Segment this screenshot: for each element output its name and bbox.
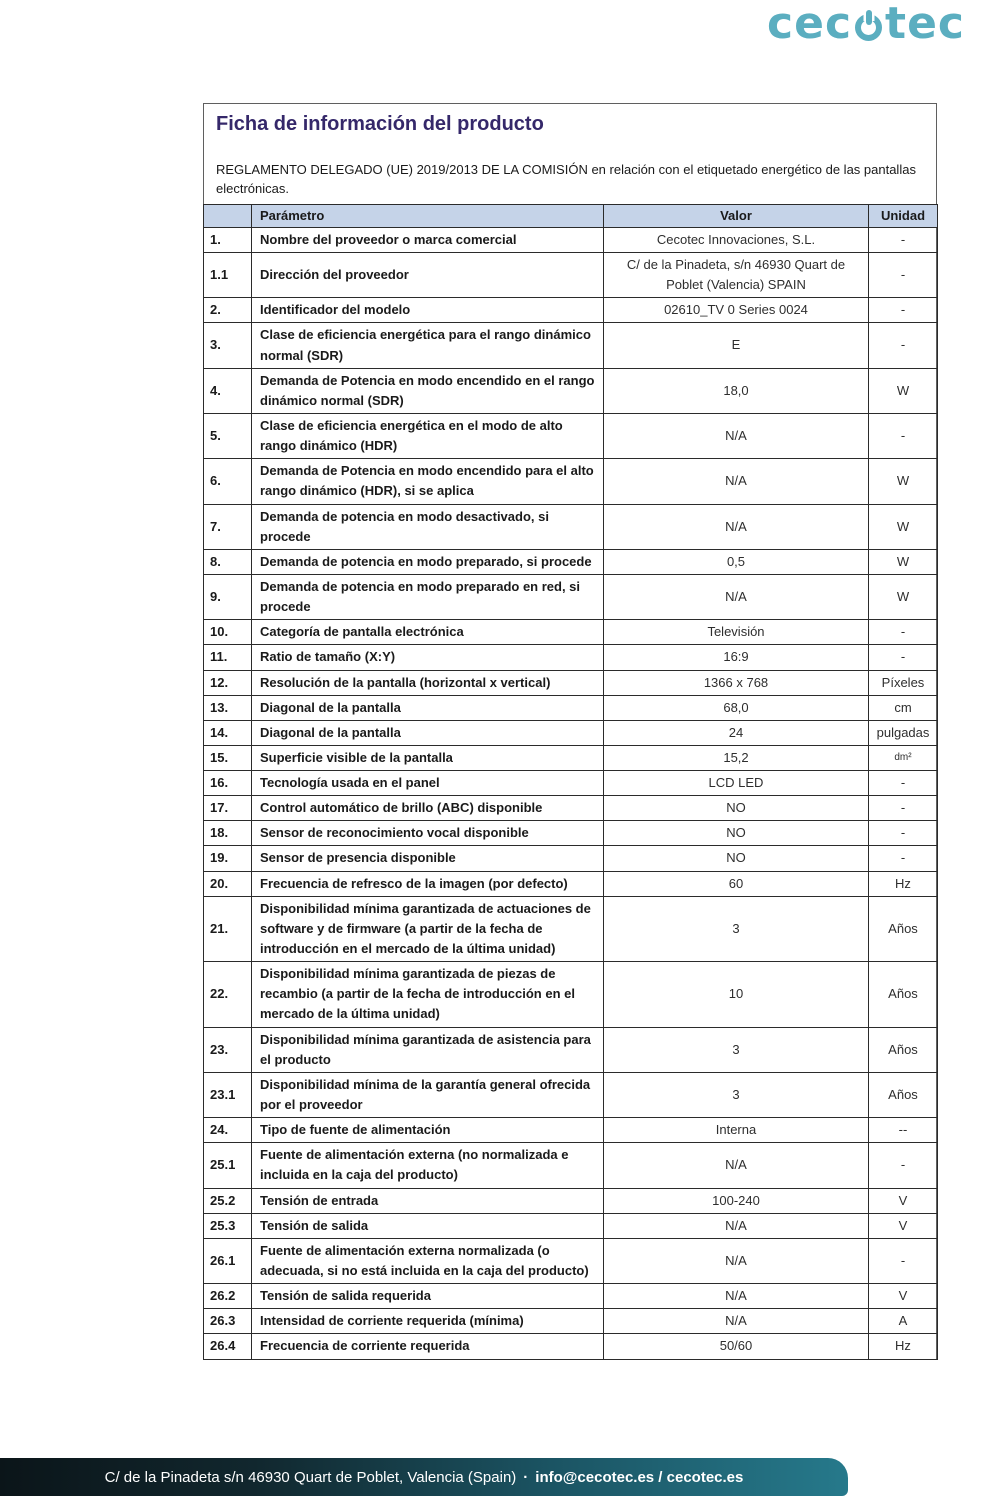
header-unidad: Unidad <box>869 204 938 227</box>
row-value: N/A <box>604 413 869 458</box>
table-row <box>204 1072 938 1117</box>
row-value: Interna <box>604 1118 869 1143</box>
row-number: 23. <box>204 1027 252 1072</box>
row-unit: V <box>869 1284 938 1309</box>
table-row <box>204 1309 938 1334</box>
row-value: 50/60 <box>604 1334 869 1359</box>
row-parameter: Disponibilidad mínima garantizada de actuaciones de software y de firmware (a partir de la fecha de introducción en el mercado de la última unidad) <box>252 896 604 961</box>
table-row <box>204 413 938 458</box>
table-row <box>204 227 938 252</box>
row-parameter: Clase de eficiencia energética en el modo de alto rango dinámico (HDR) <box>252 413 604 458</box>
row-number: 3. <box>204 323 252 368</box>
row-value: NO <box>604 846 869 871</box>
row-value: N/A <box>604 1213 869 1238</box>
table-row <box>204 1334 938 1359</box>
row-value: 10 <box>604 962 869 1027</box>
table-row <box>204 645 938 670</box>
logo-text-right: tec <box>885 0 965 49</box>
row-value: LCD LED <box>604 771 869 796</box>
row-unit: - <box>869 227 938 252</box>
row-value: NO <box>604 821 869 846</box>
row-unit: Años <box>869 962 938 1027</box>
row-unit: Píxeles <box>869 670 938 695</box>
row-unit: - <box>869 1238 938 1283</box>
table-row <box>204 574 938 619</box>
row-number: 1. <box>204 227 252 252</box>
table-row <box>204 1027 938 1072</box>
row-unit: - <box>869 771 938 796</box>
row-value: 15,2 <box>604 745 869 770</box>
footer-separator: · <box>523 1468 529 1486</box>
row-number: 21. <box>204 896 252 961</box>
row-unit: - <box>869 620 938 645</box>
table-row <box>204 821 938 846</box>
regulation-subtitle: REGLAMENTO DELEGADO (UE) 2019/2013 DE LA COMISIÓN en relación con el etiquetado energético de las pantallas electrónicas. <box>216 162 916 196</box>
row-value: 18,0 <box>604 368 869 413</box>
table-row <box>204 252 938 297</box>
row-number: 5. <box>204 413 252 458</box>
row-number: 24. <box>204 1118 252 1143</box>
table-row <box>204 896 938 961</box>
header-parametro: Parámetro <box>252 204 604 227</box>
row-value: 3 <box>604 896 869 961</box>
table-row <box>204 504 938 549</box>
row-parameter: Clase de eficiencia energética para el rango dinámico normal (SDR) <box>252 323 604 368</box>
row-parameter: Demanda de potencia en modo preparado, si procede <box>252 549 604 574</box>
row-unit: Hz <box>869 871 938 896</box>
row-parameter: Resolución de la pantalla (horizontal x vertical) <box>252 670 604 695</box>
logo-text-left: cec <box>767 0 853 49</box>
row-unit: Años <box>869 1027 938 1072</box>
table-row <box>204 1188 938 1213</box>
row-number: 16. <box>204 771 252 796</box>
row-parameter: Tensión de salida requerida <box>252 1284 604 1309</box>
row-parameter: Demanda de Potencia en modo encendido para el alto rango dinámico (HDR), si se aplica <box>252 459 604 504</box>
table-row <box>204 846 938 871</box>
table-header-row <box>204 204 938 227</box>
row-number: 18. <box>204 821 252 846</box>
row-value: 3 <box>604 1027 869 1072</box>
table-body <box>204 227 938 1359</box>
row-value: 60 <box>604 871 869 896</box>
row-unit: Años <box>869 1072 938 1117</box>
row-unit: - <box>869 298 938 323</box>
row-number: 20. <box>204 871 252 896</box>
row-number: 25.2 <box>204 1188 252 1213</box>
footer-contact: info@cecotec.es / cecotec.es <box>535 1468 744 1486</box>
row-parameter: Control automático de brillo (ABC) disponible <box>252 796 604 821</box>
row-number: 17. <box>204 796 252 821</box>
row-parameter: Tensión de salida <box>252 1213 604 1238</box>
table-row <box>204 871 938 896</box>
row-parameter: Tecnología usada en el panel <box>252 771 604 796</box>
row-unit: W <box>869 459 938 504</box>
row-value: N/A <box>604 459 869 504</box>
row-parameter: Demanda de Potencia en modo encendido en el rango dinámico normal (SDR) <box>252 368 604 413</box>
row-parameter: Sensor de presencia disponible <box>252 846 604 871</box>
row-unit: - <box>869 323 938 368</box>
row-value: C/ de la Pinadeta, s/n 46930 Quart de Poblet (Valencia) SPAIN <box>604 252 869 297</box>
row-unit: W <box>869 549 938 574</box>
row-parameter: Categoría de pantalla electrónica <box>252 620 604 645</box>
table-row <box>204 1213 938 1238</box>
row-parameter: Diagonal de la pantalla <box>252 720 604 745</box>
row-value: 02610_TV 0 Series 0024 <box>604 298 869 323</box>
row-number: 9. <box>204 574 252 619</box>
row-unit: A <box>869 1309 938 1334</box>
row-parameter: Sensor de reconocimiento vocal disponible <box>252 821 604 846</box>
row-parameter: Disponibilidad mínima garantizada de piezas de recambio (a partir de la fecha de introducción en el mercado de la última unidad) <box>252 962 604 1027</box>
table-row <box>204 771 938 796</box>
row-unit: pulgadas <box>869 720 938 745</box>
row-parameter: Intensidad de corriente requerida (mínima) <box>252 1309 604 1334</box>
product-parameters-table <box>203 204 938 1360</box>
table-row <box>204 962 938 1027</box>
row-number: 19. <box>204 846 252 871</box>
table-row <box>204 1143 938 1188</box>
header-valor: Valor <box>604 204 869 227</box>
row-number: 1.1 <box>204 252 252 297</box>
row-unit: V <box>869 1188 938 1213</box>
row-value: Cecotec Innovaciones, S.L. <box>604 227 869 252</box>
row-value: E <box>604 323 869 368</box>
row-parameter: Tipo de fuente de alimentación <box>252 1118 604 1143</box>
table-row <box>204 720 938 745</box>
row-parameter: Fuente de alimentación externa (no normalizada e incluida en la caja del producto) <box>252 1143 604 1188</box>
row-parameter: Demanda de potencia en modo desactivado, si procede <box>252 504 604 549</box>
row-unit: -- <box>869 1118 938 1143</box>
table-row <box>204 670 938 695</box>
row-number: 6. <box>204 459 252 504</box>
row-number: 2. <box>204 298 252 323</box>
row-value: Televisión <box>604 620 869 645</box>
row-number: 26.4 <box>204 1334 252 1359</box>
row-number: 26.2 <box>204 1284 252 1309</box>
row-number: 26.1 <box>204 1238 252 1283</box>
table-row <box>204 368 938 413</box>
row-value: N/A <box>604 1284 869 1309</box>
row-value: 16:9 <box>604 645 869 670</box>
row-parameter: Demanda de potencia en modo preparado en red, si procede <box>252 574 604 619</box>
row-number: 4. <box>204 368 252 413</box>
table-row <box>204 745 938 770</box>
row-parameter: Identificador del modelo <box>252 298 604 323</box>
row-unit: - <box>869 252 938 297</box>
cecotec-logo <box>767 0 965 48</box>
row-unit: W <box>869 574 938 619</box>
row-number: 12. <box>204 670 252 695</box>
row-parameter: Tensión de entrada <box>252 1188 604 1213</box>
row-parameter: Nombre del proveedor o marca comercial <box>252 227 604 252</box>
row-number: 15. <box>204 745 252 770</box>
table-row <box>204 796 938 821</box>
row-unit: V <box>869 1213 938 1238</box>
row-unit: - <box>869 796 938 821</box>
table-row <box>204 695 938 720</box>
row-unit: W <box>869 368 938 413</box>
row-unit: - <box>869 413 938 458</box>
row-value: N/A <box>604 1238 869 1283</box>
row-value: 100-240 <box>604 1188 869 1213</box>
row-number: 26.3 <box>204 1309 252 1334</box>
row-value: 24 <box>604 720 869 745</box>
table-row <box>204 298 938 323</box>
row-number: 14. <box>204 720 252 745</box>
row-number: 23.1 <box>204 1072 252 1117</box>
row-number: 22. <box>204 962 252 1027</box>
footer-ribbon <box>0 1458 848 1496</box>
row-parameter: Frecuencia de refresco de la imagen (por defecto) <box>252 871 604 896</box>
row-unit: cm <box>869 695 938 720</box>
row-unit: - <box>869 645 938 670</box>
row-parameter: Fuente de alimentación externa normalizada (o adecuada, si no está incluida en la caja del producto) <box>252 1238 604 1283</box>
row-value: N/A <box>604 504 869 549</box>
table-row <box>204 1238 938 1283</box>
row-value: 68,0 <box>604 695 869 720</box>
row-number: 10. <box>204 620 252 645</box>
page-title: Ficha de información del producto <box>216 113 544 135</box>
row-unit: - <box>869 821 938 846</box>
row-unit: dm² <box>869 745 938 770</box>
row-parameter: Diagonal de la pantalla <box>252 695 604 720</box>
row-unit: W <box>869 504 938 549</box>
footer-address: C/ de la Pinadeta s/n 46930 Quart de Poblet, Valencia (Spain) <box>104 1468 517 1486</box>
row-value: N/A <box>604 1143 869 1188</box>
row-parameter: Disponibilidad mínima de la garantía general ofrecida por el proveedor <box>252 1072 604 1117</box>
power-button-icon <box>855 14 882 41</box>
row-value: 1366 x 768 <box>604 670 869 695</box>
table-row <box>204 1284 938 1309</box>
product-fiche-box <box>203 103 937 1360</box>
row-number: 13. <box>204 695 252 720</box>
row-unit: - <box>869 1143 938 1188</box>
header-number <box>204 204 252 227</box>
row-value: N/A <box>604 574 869 619</box>
row-number: 7. <box>204 504 252 549</box>
row-unit: - <box>869 846 938 871</box>
row-unit: Años <box>869 896 938 961</box>
table-row <box>204 459 938 504</box>
row-parameter: Superficie visible de la pantalla <box>252 745 604 770</box>
table-row <box>204 323 938 368</box>
row-parameter: Disponibilidad mínima garantizada de asistencia para el producto <box>252 1027 604 1072</box>
row-value: N/A <box>604 1309 869 1334</box>
row-parameter: Dirección del proveedor <box>252 252 604 297</box>
row-unit: Hz <box>869 1334 938 1359</box>
row-number: 11. <box>204 645 252 670</box>
table-row <box>204 1118 938 1143</box>
row-value: NO <box>604 796 869 821</box>
table-row <box>204 620 938 645</box>
row-number: 25.3 <box>204 1213 252 1238</box>
row-number: 25.1 <box>204 1143 252 1188</box>
row-number: 8. <box>204 549 252 574</box>
row-value: 3 <box>604 1072 869 1117</box>
row-parameter: Frecuencia de corriente requerida <box>252 1334 604 1359</box>
row-parameter: Ratio de tamaño (X:Y) <box>252 645 604 670</box>
table-row <box>204 549 938 574</box>
row-value: 0,5 <box>604 549 869 574</box>
